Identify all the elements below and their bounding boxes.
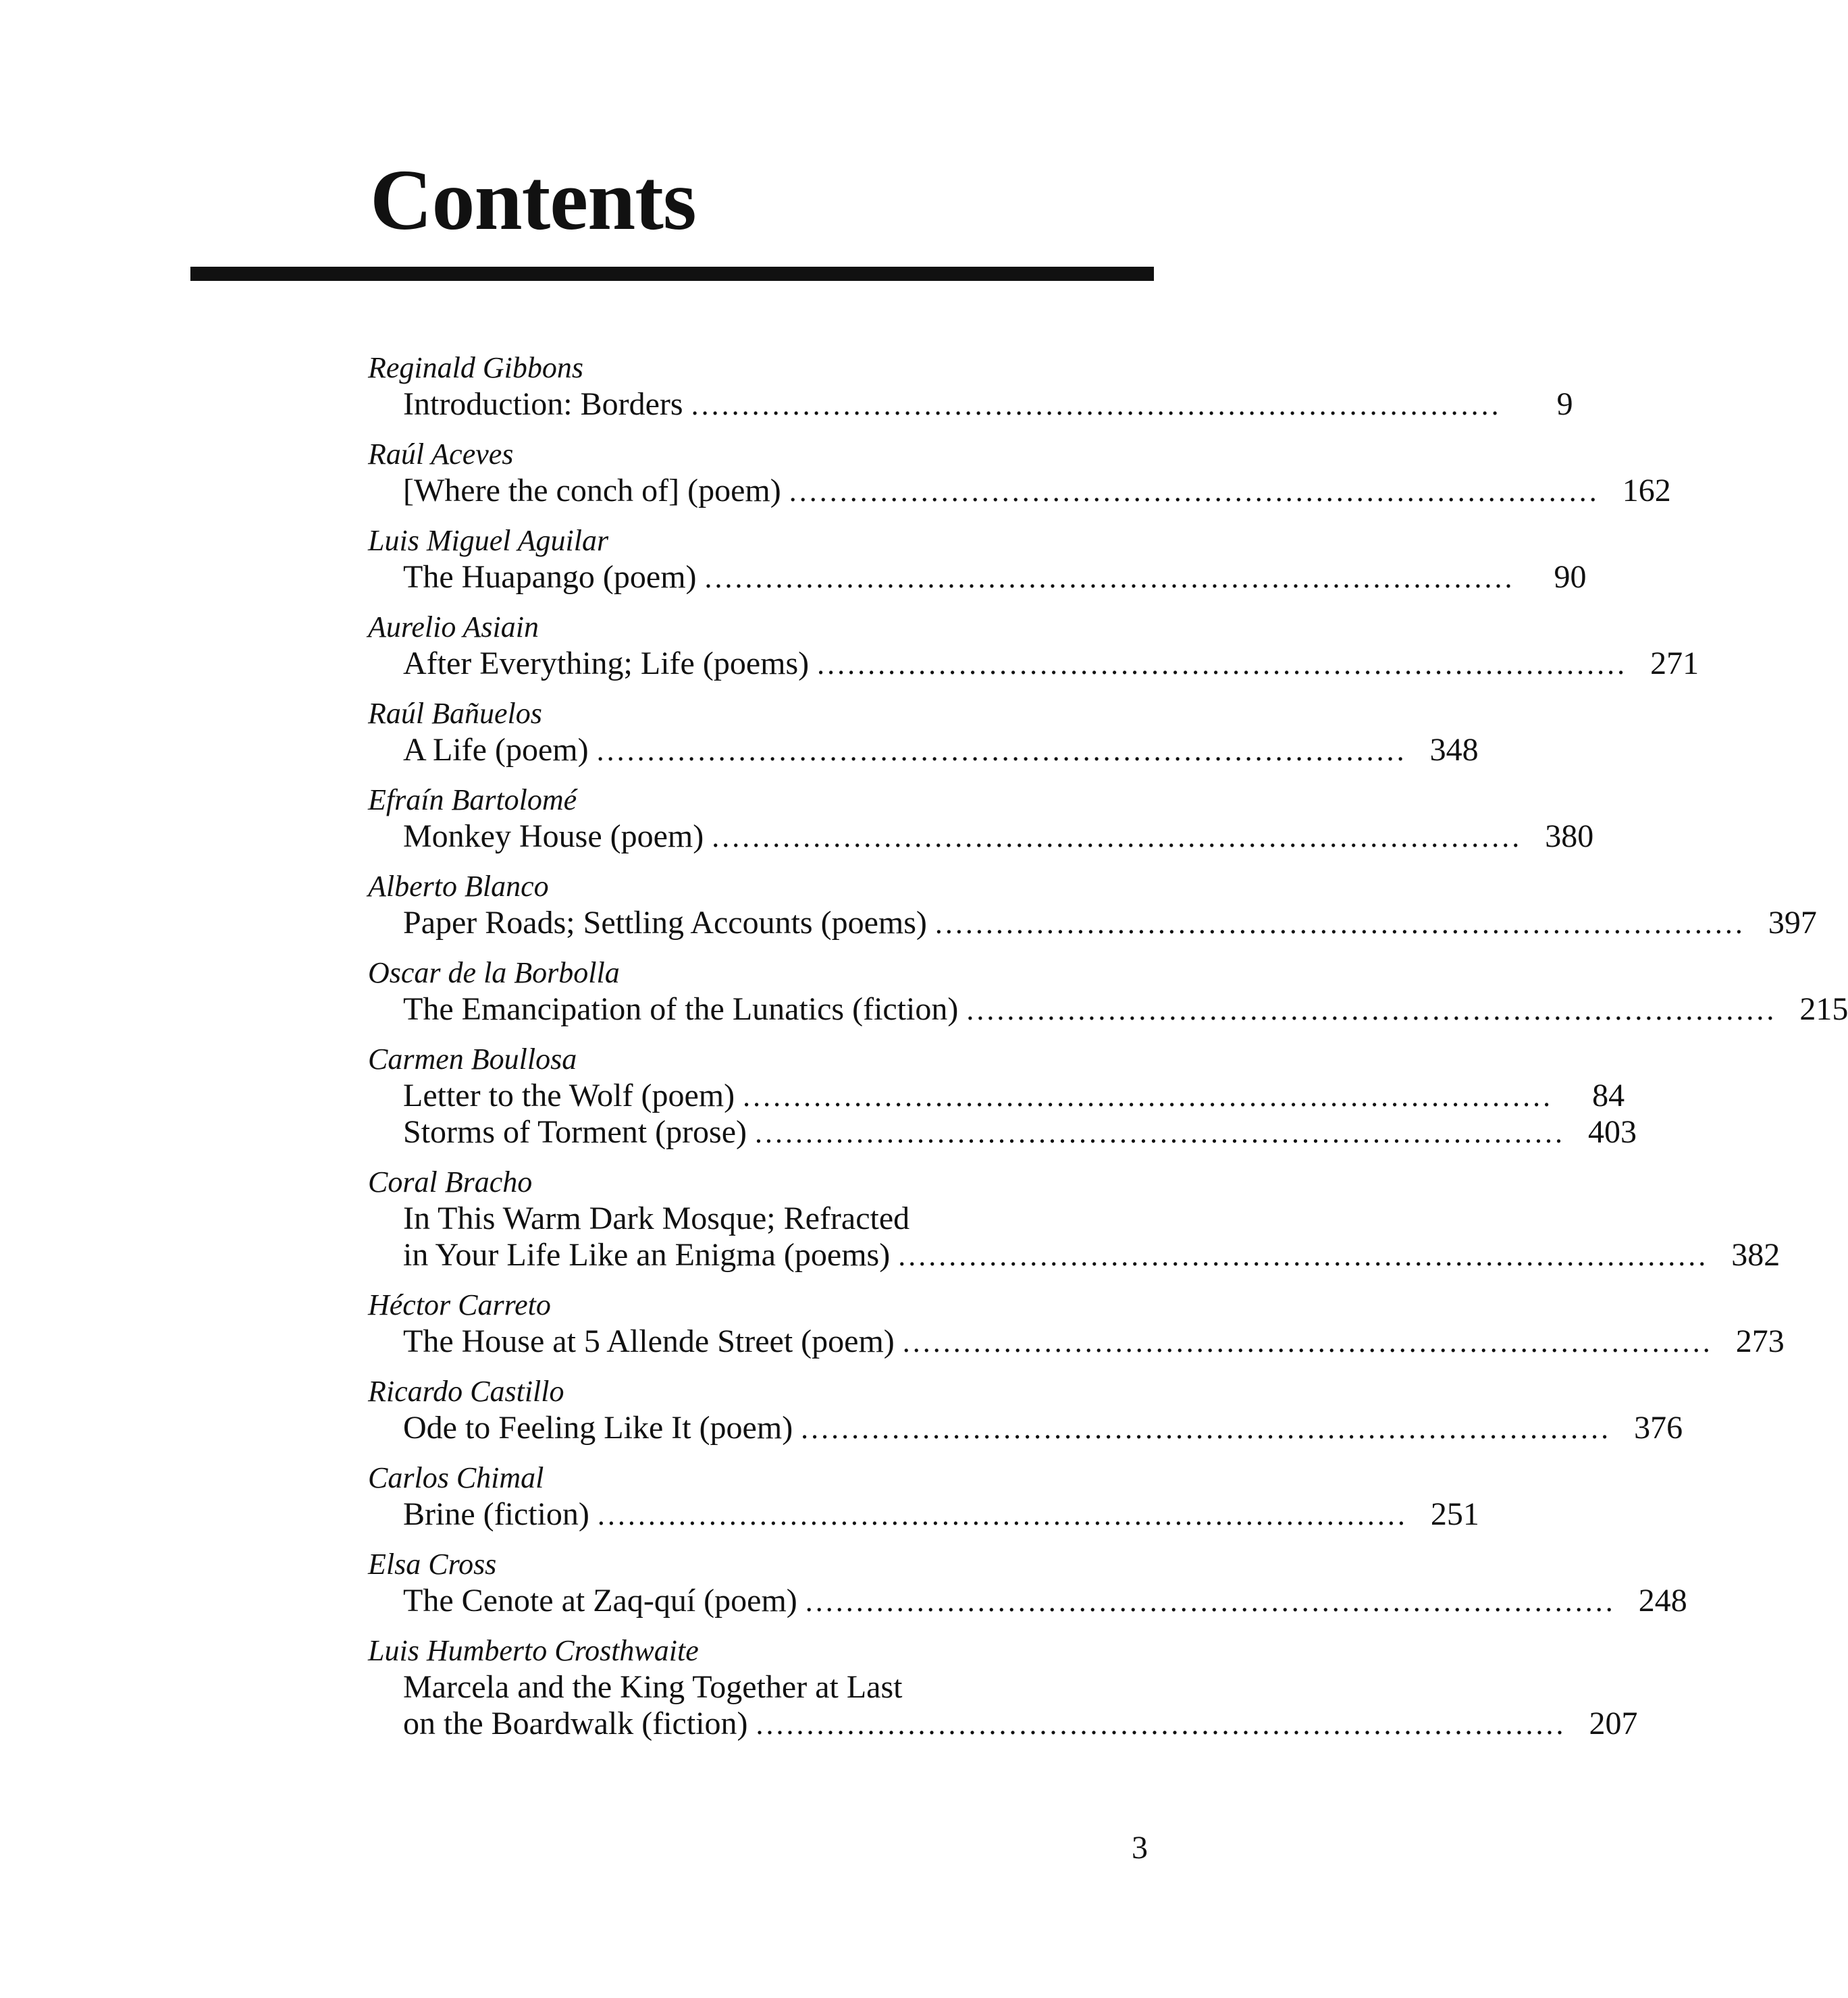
entry-page-number: 162 bbox=[1622, 473, 1671, 508]
dot-leader: ................................................................................ bbox=[743, 1080, 1554, 1113]
entry-line[interactable] bbox=[403, 473, 1671, 509]
entry-page-number: 207 bbox=[1589, 1706, 1638, 1741]
entry-author: Carlos Chimal bbox=[368, 1461, 544, 1494]
dot-leader: ................................................................................ bbox=[756, 1708, 1566, 1741]
entry-page-number: 9 bbox=[1556, 386, 1573, 422]
entry-line[interactable] bbox=[403, 732, 1479, 768]
entry-line[interactable] bbox=[403, 1114, 1637, 1151]
entry-line[interactable] bbox=[403, 1323, 1785, 1360]
dot-leader: ................................................................................ bbox=[902, 1325, 1713, 1359]
entry-author: Oscar de la Borbolla bbox=[368, 956, 620, 989]
entry-line[interactable] bbox=[403, 1078, 1625, 1114]
table-of-contents bbox=[0, 350, 1848, 1742]
entry-author: Carmen Boullosa bbox=[368, 1043, 577, 1076]
entry-line[interactable] bbox=[403, 646, 1699, 682]
toc-entry bbox=[0, 695, 1479, 768]
entry-line[interactable] bbox=[403, 559, 1587, 596]
entry-page-number: 382 bbox=[1731, 1237, 1780, 1273]
toc-entry bbox=[0, 523, 1587, 596]
entry-author: Luis Miguel Aguilar bbox=[368, 524, 609, 557]
entry-author: Héctor Carreto bbox=[368, 1288, 551, 1321]
entry-page-number: 90 bbox=[1554, 559, 1587, 595]
toc-entry bbox=[0, 350, 1573, 423]
toc-entry bbox=[0, 1287, 1785, 1360]
entry-title: The House at 5 Allende Street (poem) bbox=[403, 1323, 895, 1359]
entry-title: Letter to the Wolf (poem) bbox=[403, 1078, 735, 1113]
entry-page-number: 248 bbox=[1638, 1583, 1687, 1619]
dot-leader: ................................................................................ bbox=[597, 1498, 1408, 1531]
dot-leader: ................................................................................ bbox=[934, 907, 1745, 940]
toc-entry bbox=[0, 1546, 1687, 1619]
entry-line[interactable] bbox=[403, 1237, 1780, 1273]
entry-line[interactable] bbox=[403, 991, 1848, 1028]
entry-author: Ricardo Castillo bbox=[368, 1375, 564, 1408]
toc-entry bbox=[0, 1633, 1638, 1742]
entry-title: The Huapango (poem) bbox=[403, 559, 697, 595]
entry-author: Efraín Bartolomé bbox=[368, 783, 577, 816]
entry-author: Coral Bracho bbox=[368, 1165, 533, 1199]
entry-author: Alberto Blanco bbox=[368, 870, 549, 903]
entry-title: in Your Life Like an Enigma (poems) bbox=[403, 1237, 891, 1273]
entry-page-number: 251 bbox=[1430, 1496, 1479, 1532]
entry-author: Luis Humberto Crosthwaite bbox=[368, 1634, 699, 1667]
toc-entry bbox=[0, 1373, 1683, 1446]
entry-title: In This Warm Dark Mosque; Refracted bbox=[403, 1201, 910, 1236]
toc-entry bbox=[0, 1164, 1780, 1273]
dot-leader: ................................................................................ bbox=[704, 561, 1515, 594]
entry-line[interactable] bbox=[403, 1201, 1148, 1237]
dot-leader: ................................................................................ bbox=[805, 1585, 1616, 1618]
entry-page-number: 273 bbox=[1735, 1323, 1785, 1359]
page-number-folio: 3 bbox=[1132, 1830, 1148, 1866]
entry-title: [Where the conch of] (poem) bbox=[403, 473, 781, 508]
title-rule bbox=[190, 267, 1154, 281]
entry-page-number: 215 bbox=[1799, 991, 1848, 1027]
toc-entry bbox=[0, 436, 1671, 509]
page-title: Contents bbox=[370, 152, 696, 248]
dot-leader: ................................................................................ bbox=[789, 475, 1600, 508]
entry-page-number: 348 bbox=[1429, 732, 1479, 768]
entry-line[interactable] bbox=[403, 905, 1817, 941]
dot-leader: ................................................................................ bbox=[817, 648, 1628, 681]
entry-page-number: 380 bbox=[1545, 818, 1594, 854]
entry-title: Brine (fiction) bbox=[403, 1496, 589, 1532]
entry-page-number: 84 bbox=[1592, 1078, 1625, 1113]
entry-line[interactable] bbox=[403, 386, 1573, 423]
entry-page-number: 271 bbox=[1650, 646, 1699, 681]
entry-author: Raúl Aceves bbox=[368, 438, 514, 471]
entry-line[interactable] bbox=[403, 1669, 1148, 1706]
dot-leader: ................................................................................ bbox=[691, 388, 1502, 421]
entry-author: Aurelio Asiain bbox=[368, 610, 539, 643]
entry-line[interactable] bbox=[403, 1496, 1479, 1533]
dot-leader: ................................................................................ bbox=[755, 1116, 1566, 1149]
entry-title: Introduction: Borders bbox=[403, 386, 683, 422]
entry-title: on the Boardwalk (fiction) bbox=[403, 1706, 748, 1741]
entry-line[interactable] bbox=[403, 1583, 1687, 1619]
entry-title: The Emancipation of the Lunatics (fiction) bbox=[403, 991, 959, 1027]
dot-leader: ................................................................................ bbox=[898, 1239, 1709, 1272]
toc-entry bbox=[0, 1460, 1479, 1533]
entry-page-number: 376 bbox=[1634, 1410, 1683, 1446]
entry-title: After Everything; Life (poems) bbox=[403, 646, 810, 681]
entry-title: Storms of Torment (prose) bbox=[403, 1114, 747, 1150]
toc-entry bbox=[0, 782, 1594, 855]
dot-leader: ................................................................................ bbox=[966, 993, 1777, 1026]
entry-page-number: 397 bbox=[1768, 905, 1817, 941]
entry-title: A Life (poem) bbox=[403, 732, 589, 768]
entry-title: Ode to Feeling Like It (poem) bbox=[403, 1410, 793, 1446]
entry-title: Monkey House (poem) bbox=[403, 818, 704, 854]
dot-leader: ................................................................................ bbox=[801, 1412, 1612, 1445]
entry-author: Elsa Cross bbox=[368, 1548, 497, 1581]
entry-title: The Cenote at Zaq-quí (poem) bbox=[403, 1583, 797, 1619]
entry-author: Reginald Gibbons bbox=[368, 351, 583, 384]
entry-line[interactable] bbox=[403, 1706, 1638, 1742]
entry-line[interactable] bbox=[403, 1410, 1683, 1446]
toc-entry bbox=[0, 1041, 1637, 1151]
entry-line[interactable] bbox=[403, 818, 1594, 855]
dot-leader: ................................................................................ bbox=[596, 734, 1407, 767]
entry-title: Paper Roads; Settling Accounts (poems) bbox=[403, 905, 927, 941]
toc-entry bbox=[0, 955, 1848, 1028]
dot-leader: ................................................................................ bbox=[712, 820, 1523, 853]
entry-page-number: 403 bbox=[1588, 1114, 1637, 1150]
toc-entry bbox=[0, 868, 1817, 941]
entry-title: Marcela and the King Together at Last bbox=[403, 1669, 903, 1705]
toc-entry bbox=[0, 609, 1699, 682]
entry-author: Raúl Bañuelos bbox=[368, 697, 542, 730]
